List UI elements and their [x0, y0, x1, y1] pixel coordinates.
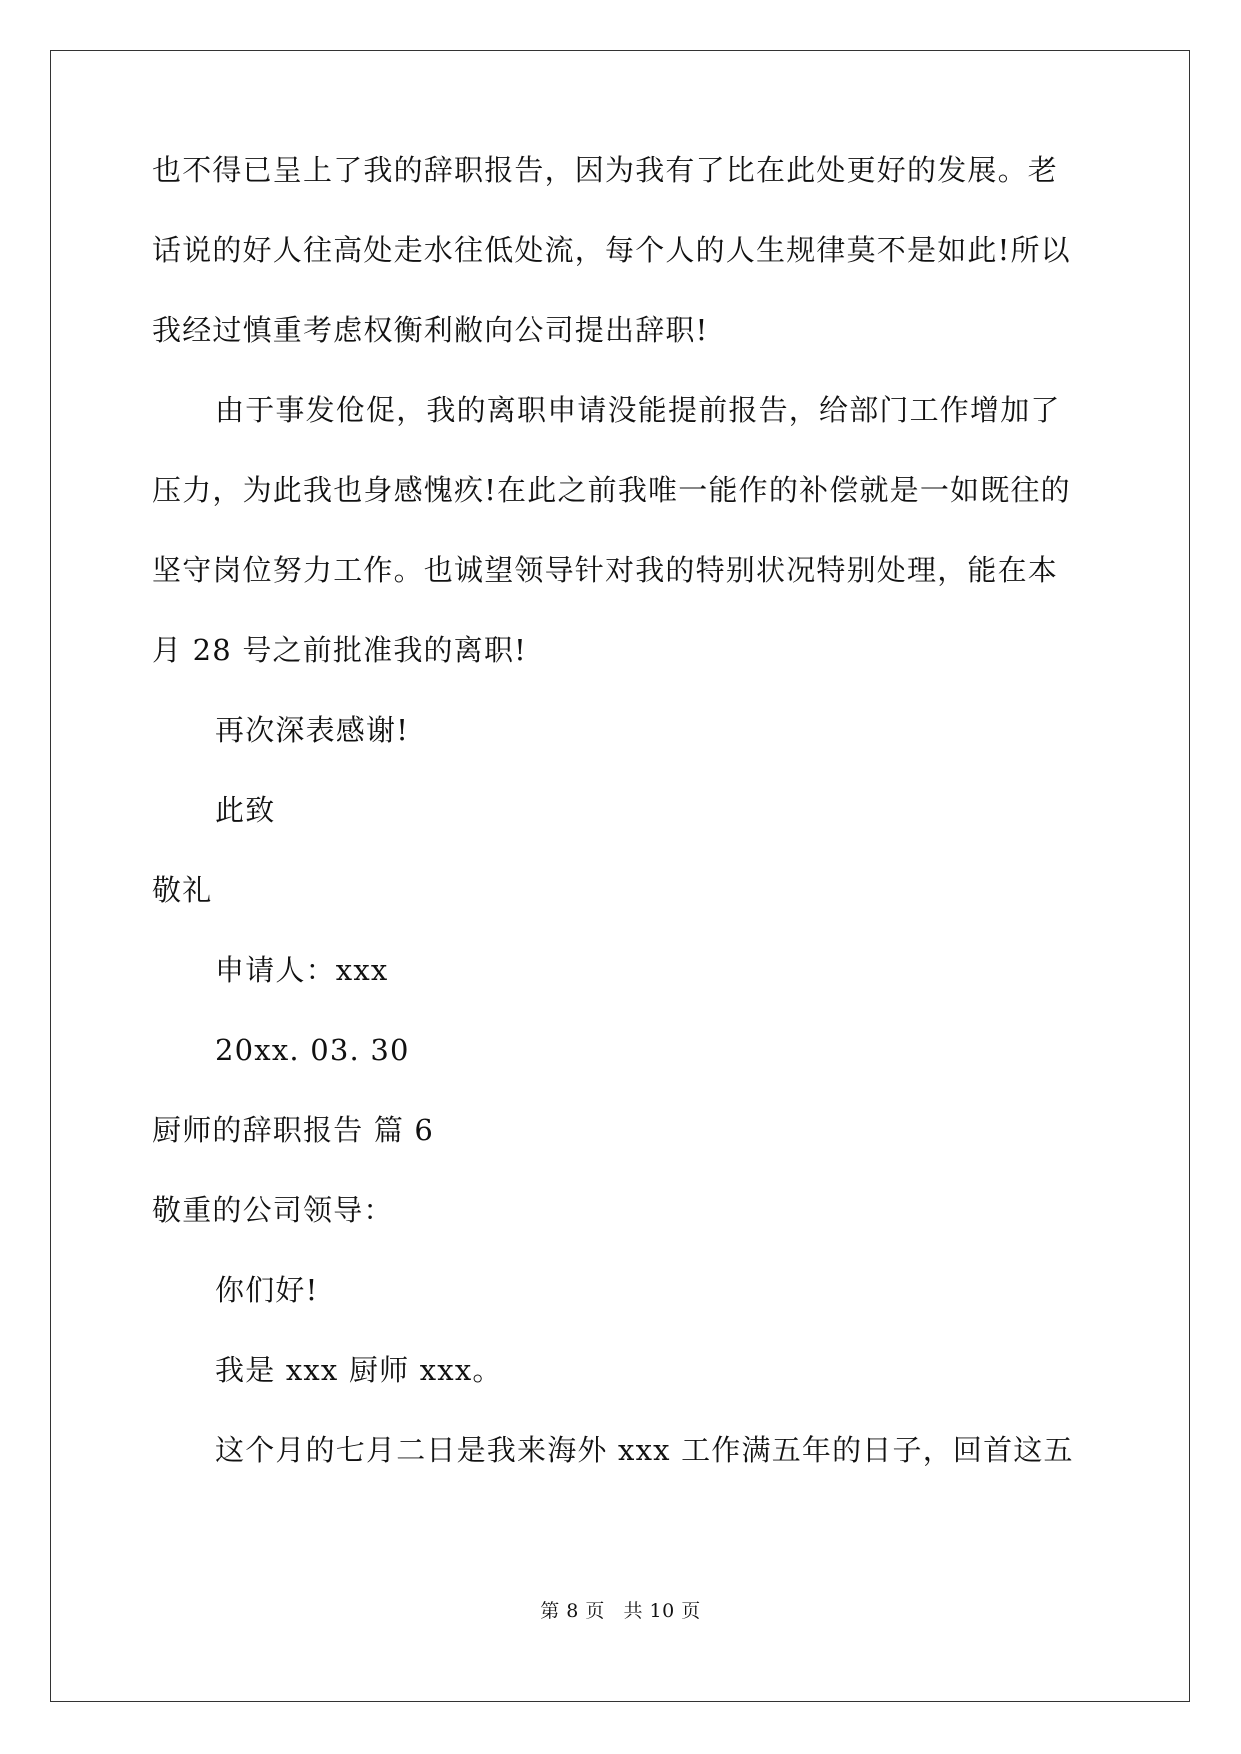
- closing-line: 此致: [215, 793, 276, 827]
- paragraph-line: 也不得已呈上了我的辞职报告，因为我有了比在此处更好的发展。老: [152, 153, 1059, 187]
- greeting-line: 敬重的公司领导：: [152, 1193, 394, 1227]
- paragraph-line: 由于事发伧促，我的离职申请没能提前报告，给部门工作增加了: [215, 393, 1061, 427]
- page-number-total: 共 10 页: [623, 1600, 701, 1622]
- paragraph-line: 压力，为此我也身感愧疚!在此之前我唯一能作的补偿就是一如既往的: [152, 473, 1071, 507]
- salutation-line: 敬礼: [152, 873, 213, 907]
- date-line: 20xx. 03. 30: [215, 1033, 410, 1067]
- thanks-line: 再次深表感谢!: [215, 713, 410, 747]
- paragraph-line: 月 28 号之前批准我的离职!: [152, 633, 527, 667]
- paragraph-line: 我是 xxx 厨师 xxx。: [215, 1353, 503, 1387]
- paragraph-line: 话说的好人往高处走水往低处流，每个人的人生规律莫不是如此!所以: [152, 233, 1071, 267]
- paragraph-line: 坚守岗位努力工作。也诚望领导针对我的特别状况特别处理，能在本: [152, 553, 1059, 587]
- paragraph-line: 我经过慎重考虑权衡利敝向公司提出辞职!: [152, 313, 709, 347]
- greeting-line: 你们好!: [215, 1273, 319, 1307]
- section-heading: 厨师的辞职报告 篇 6: [152, 1113, 435, 1147]
- page-footer: [0, 1599, 1241, 1623]
- page-number-current: 第 8 页: [540, 1600, 605, 1622]
- paragraph-line: 这个月的七月二日是我来海外 xxx 工作满五年的日子，回首这五: [215, 1433, 1074, 1467]
- applicant-line: 申请人：xxx: [215, 953, 389, 987]
